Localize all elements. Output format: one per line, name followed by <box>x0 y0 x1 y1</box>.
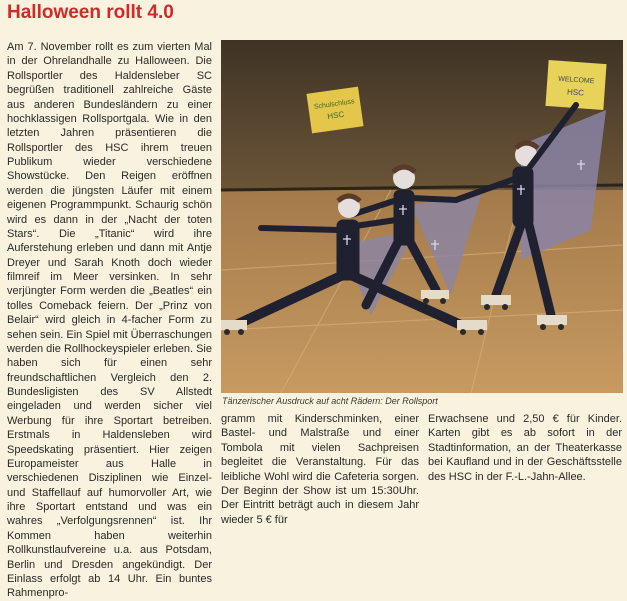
svg-text:Schulschluss: Schulschluss <box>313 98 355 111</box>
article-text-middle: gramm mit Kinderschminken, einer Bastel- und Malstraße und einer Tombola mit vielen Sachpreisen begleitet die Veranstaltung. Für das leibliche Wohl wird die Cafeteria sorgen. Der Beginn der Show ist um 15:30Uhr. Der Eintritt beträgt auch in diesem Jahr wieder 5 € für <box>221 413 419 526</box>
article-text-left: Am 7. November rollt es zum vierten Mal in der Ohrelandhalle zu Halloween. Die Rollsportler des Haldensleber SC begrüßen traditionell zahlreiche Gäste aus anderen Bundesländern zu einer hochklassigen Rollsportgala. Wie in den letzten Jahren präsentieren die Rollsportler des HSC ihrem treuen Publikum wieder verschiedene Showstücke. Den Reigen eröffnen werden die jüngsten Läufer mit einem eigenen Programmpunkt. Schaurig schön wird es dann in der „Nacht der toten Stars“. Die „Titanic“ wird ihre Auferstehung erleben und dann mit Antje Dreyer und Sarah Knoth doch wieder filmreif im Meer versinken. In sehr verjüngter Form werden die „Beatles“ ein tolles Comeback feiern. Der „Prinz von Belair“ wird gleich in 4-facher Form zu sehen sein. Ein Spiel mit Überraschungen werden die Rollhockeyspieler erleben. Sie haben sich für einen sehr freundschaftlichen Vergleich den 2. Bundesligisten des SV Allstedt eingeladen und werden sicher viel Werbung für ihre Sportart betreiben. Erstmals in Haldensleben wird Speedskating präsentiert. Hier zeigen Europameister aus Halle in verschiedenen Disziplinen wie Einzel- und Staffellauf auf humorvoller Art, wie ihre Sportart entstand und was ein wahres „Verfolgungsrennen“ ist. Ihr Kommen haben weiterhin Rollkunstlaufvereine u.a. aus Potsdam, Berlin und Dresden angekündigt. Der Einlass erfolgt ab 14 Uhr. Ein buntes Rahmenpro- <box>7 41 212 600</box>
photo-caption: Tänzerischer Ausdruck auf acht Rädern: Der Rollsport <box>222 396 438 406</box>
article-column-right <box>428 412 622 484</box>
svg-text:HSC: HSC <box>326 109 345 122</box>
svg-text:HSC: HSC <box>566 87 585 98</box>
banner-left <box>306 87 363 134</box>
article-column-left <box>7 40 212 600</box>
article-title: Halloween rollt 4.0 <box>7 2 174 23</box>
svg-text:WELCOME: WELCOME <box>558 75 595 86</box>
article-text-right: Erwachsene und 2,50 € für Kinder. Karten gibt es ab sofort in der Stadtinformation, an der Theaterkasse bei Kaufland und in der Geschäftsstelle des HSC in der F.-L.-Jahn-Allee. <box>428 413 622 483</box>
article-column-middle <box>221 412 419 527</box>
photo-illustration <box>221 40 623 393</box>
roller-skaters-photo <box>221 40 623 393</box>
